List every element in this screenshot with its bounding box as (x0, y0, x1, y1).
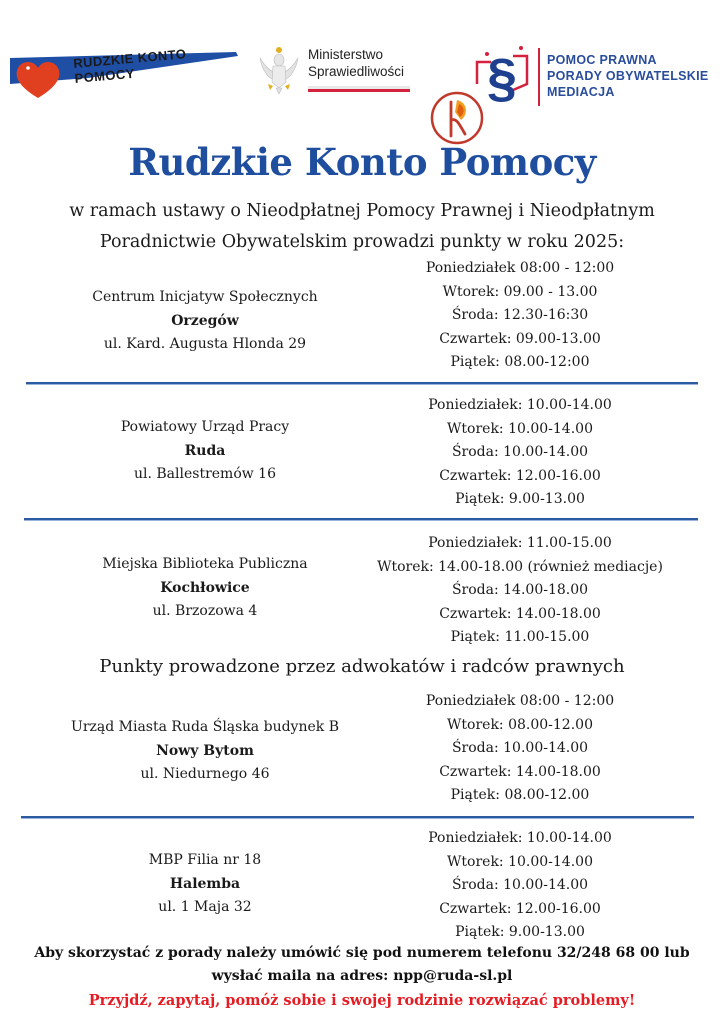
institution-name: Urząd Miasta Ruda Śląska budynek B (71, 719, 339, 735)
legal-aid-line-3: MEDIACJA (547, 85, 615, 99)
hours-monday: Poniedziałek 08:00 - 12:00 (425, 260, 615, 276)
opening-hours (340, 690, 700, 808)
institution-name: Centrum Inicjatyw Społecznych (92, 289, 318, 305)
district-name: Halemba (169, 875, 241, 892)
rudzkie-konto-pomocy-logo (8, 42, 240, 102)
hours-monday: Poniedziałek: 11.00-15.00 (428, 535, 612, 551)
contact-line-1: Aby skorzystać z porady należy umówić się pod numerem telefonu 32/248 68 00 lub (34, 945, 690, 961)
hours-tuesday: Wtorek: 09.00 - 13.00 (442, 283, 598, 300)
address: ul. Brzozowa 4 (152, 603, 258, 619)
subtitle-line-1: w ramach ustawy o Nieodpłatnej Pomocy Prawnej i Nieodpłatnym (69, 201, 655, 221)
slogan: Przyjdź, zapytaj, pomóż sobie i swojej rodzinie rozwiązać problemy! (88, 992, 636, 1009)
ruda-r-emblem-icon (427, 90, 487, 146)
hours-friday: Piątek: 9.00-13.00 (455, 491, 585, 507)
hours-thursday: Czwartek: 12.00-16.00 (439, 467, 601, 484)
contact-info (0, 942, 724, 988)
address: ul. Ballestremów 16 (133, 466, 276, 482)
section-divider (26, 382, 698, 384)
legal-aid-logo-text (547, 52, 709, 100)
district-name: Orzegów (171, 312, 239, 329)
legal-aid-divider (538, 48, 540, 106)
legal-aid-line-2: PORADY OBYWATELSKIE (547, 69, 709, 83)
page-title: Rudzkie Konto Pomocy (128, 140, 596, 184)
hours-wednesday: Środa: 12.30-16:30 (451, 307, 589, 323)
opening-hours (340, 394, 700, 512)
opening-hours (340, 532, 700, 650)
polish-eagle-icon (256, 44, 302, 96)
hours-friday: Piątek: 9.00-13.00 (455, 924, 585, 940)
legal-aid-logo (425, 40, 720, 145)
contact-line-2: wysłać maila na adres: npp@ruda-sl.pl (211, 968, 513, 984)
address: ul. Kard. Augusta Hlonda 29 (103, 336, 307, 352)
hours-monday: Poniedziałek: 10.00-14.00 (428, 397, 612, 413)
location-info (20, 286, 390, 357)
section-heading-lawyer-points: Punkty prowadzone przez adwokatów i radców prawnych (99, 656, 625, 677)
ministry-of-justice-logo (256, 42, 416, 98)
section-divider (24, 518, 698, 520)
hours-thursday: Czwartek: 12.00-16.00 (439, 900, 601, 917)
hours-monday: Poniedziałek: 10.00-14.00 (428, 830, 612, 846)
opening-hours (340, 257, 700, 375)
rkp-logo-text: RUDZKIE KONTO POMOCY (72, 46, 187, 86)
institution-name: Powiatowy Urząd Pracy (120, 419, 290, 435)
address: ul. 1 Maja 32 (158, 899, 252, 915)
hours-thursday: Czwartek: 14.00-18.00 (439, 605, 601, 622)
location-info (20, 416, 390, 487)
hours-wednesday: Środa: 10.00-14.00 (451, 444, 589, 460)
hours-monday: Poniedziałek 08:00 - 12:00 (425, 693, 615, 709)
institution-name: MBP Filia nr 18 (148, 852, 262, 868)
hours-friday: Piątek: 08.00-12.00 (450, 787, 590, 803)
location-info (20, 553, 390, 624)
ministry-logo-text (308, 46, 404, 80)
institution-name: Miejska Biblioteka Publiczna (102, 556, 308, 572)
hours-wednesday: Środa: 14.00-18.00 (451, 582, 589, 598)
hours-tuesday: Wtorek: 10.00-14.00 (447, 420, 593, 437)
hours-thursday: Czwartek: 14.00-18.00 (439, 763, 601, 780)
hours-wednesday: Środa: 10.00-14.00 (451, 877, 589, 893)
district-name: Nowy Bytom (156, 742, 254, 759)
section-divider (21, 816, 694, 818)
hours-tuesday: Wtorek: 14.00-18.00 (również mediacje) (377, 558, 663, 575)
subtitle-line-2: Poradnictwie Obywatelskim prowadzi punkty w roku 2025: (99, 232, 625, 252)
hours-tuesday: Wtorek: 08.00-12.00 (447, 716, 593, 733)
page-subtitle (0, 196, 724, 258)
district-name: Kochłowice (160, 579, 250, 596)
ministry-line-2: Sprawiedliwości (308, 64, 405, 79)
svg-text:§: § (486, 48, 518, 108)
ministry-line-1: Ministerstwo (308, 47, 384, 62)
hours-friday: Piątek: 11.00-15.00 (450, 629, 590, 645)
hours-thursday: Czwartek: 09.00-13.00 (439, 330, 601, 347)
hours-wednesday: Środa: 10.00-14.00 (451, 740, 589, 756)
address: ul. Niedurnego 46 (140, 766, 270, 782)
location-info (20, 849, 390, 920)
district-name: Ruda (184, 442, 226, 459)
opening-hours (340, 827, 700, 945)
flag-stripe-red (308, 89, 410, 92)
hours-tuesday: Wtorek: 10.00-14.00 (447, 853, 593, 870)
legal-aid-line-1: POMOC PRAWNA (547, 53, 657, 67)
location-info (20, 716, 390, 787)
hours-friday: Piątek: 08.00-12:00 (450, 354, 590, 370)
